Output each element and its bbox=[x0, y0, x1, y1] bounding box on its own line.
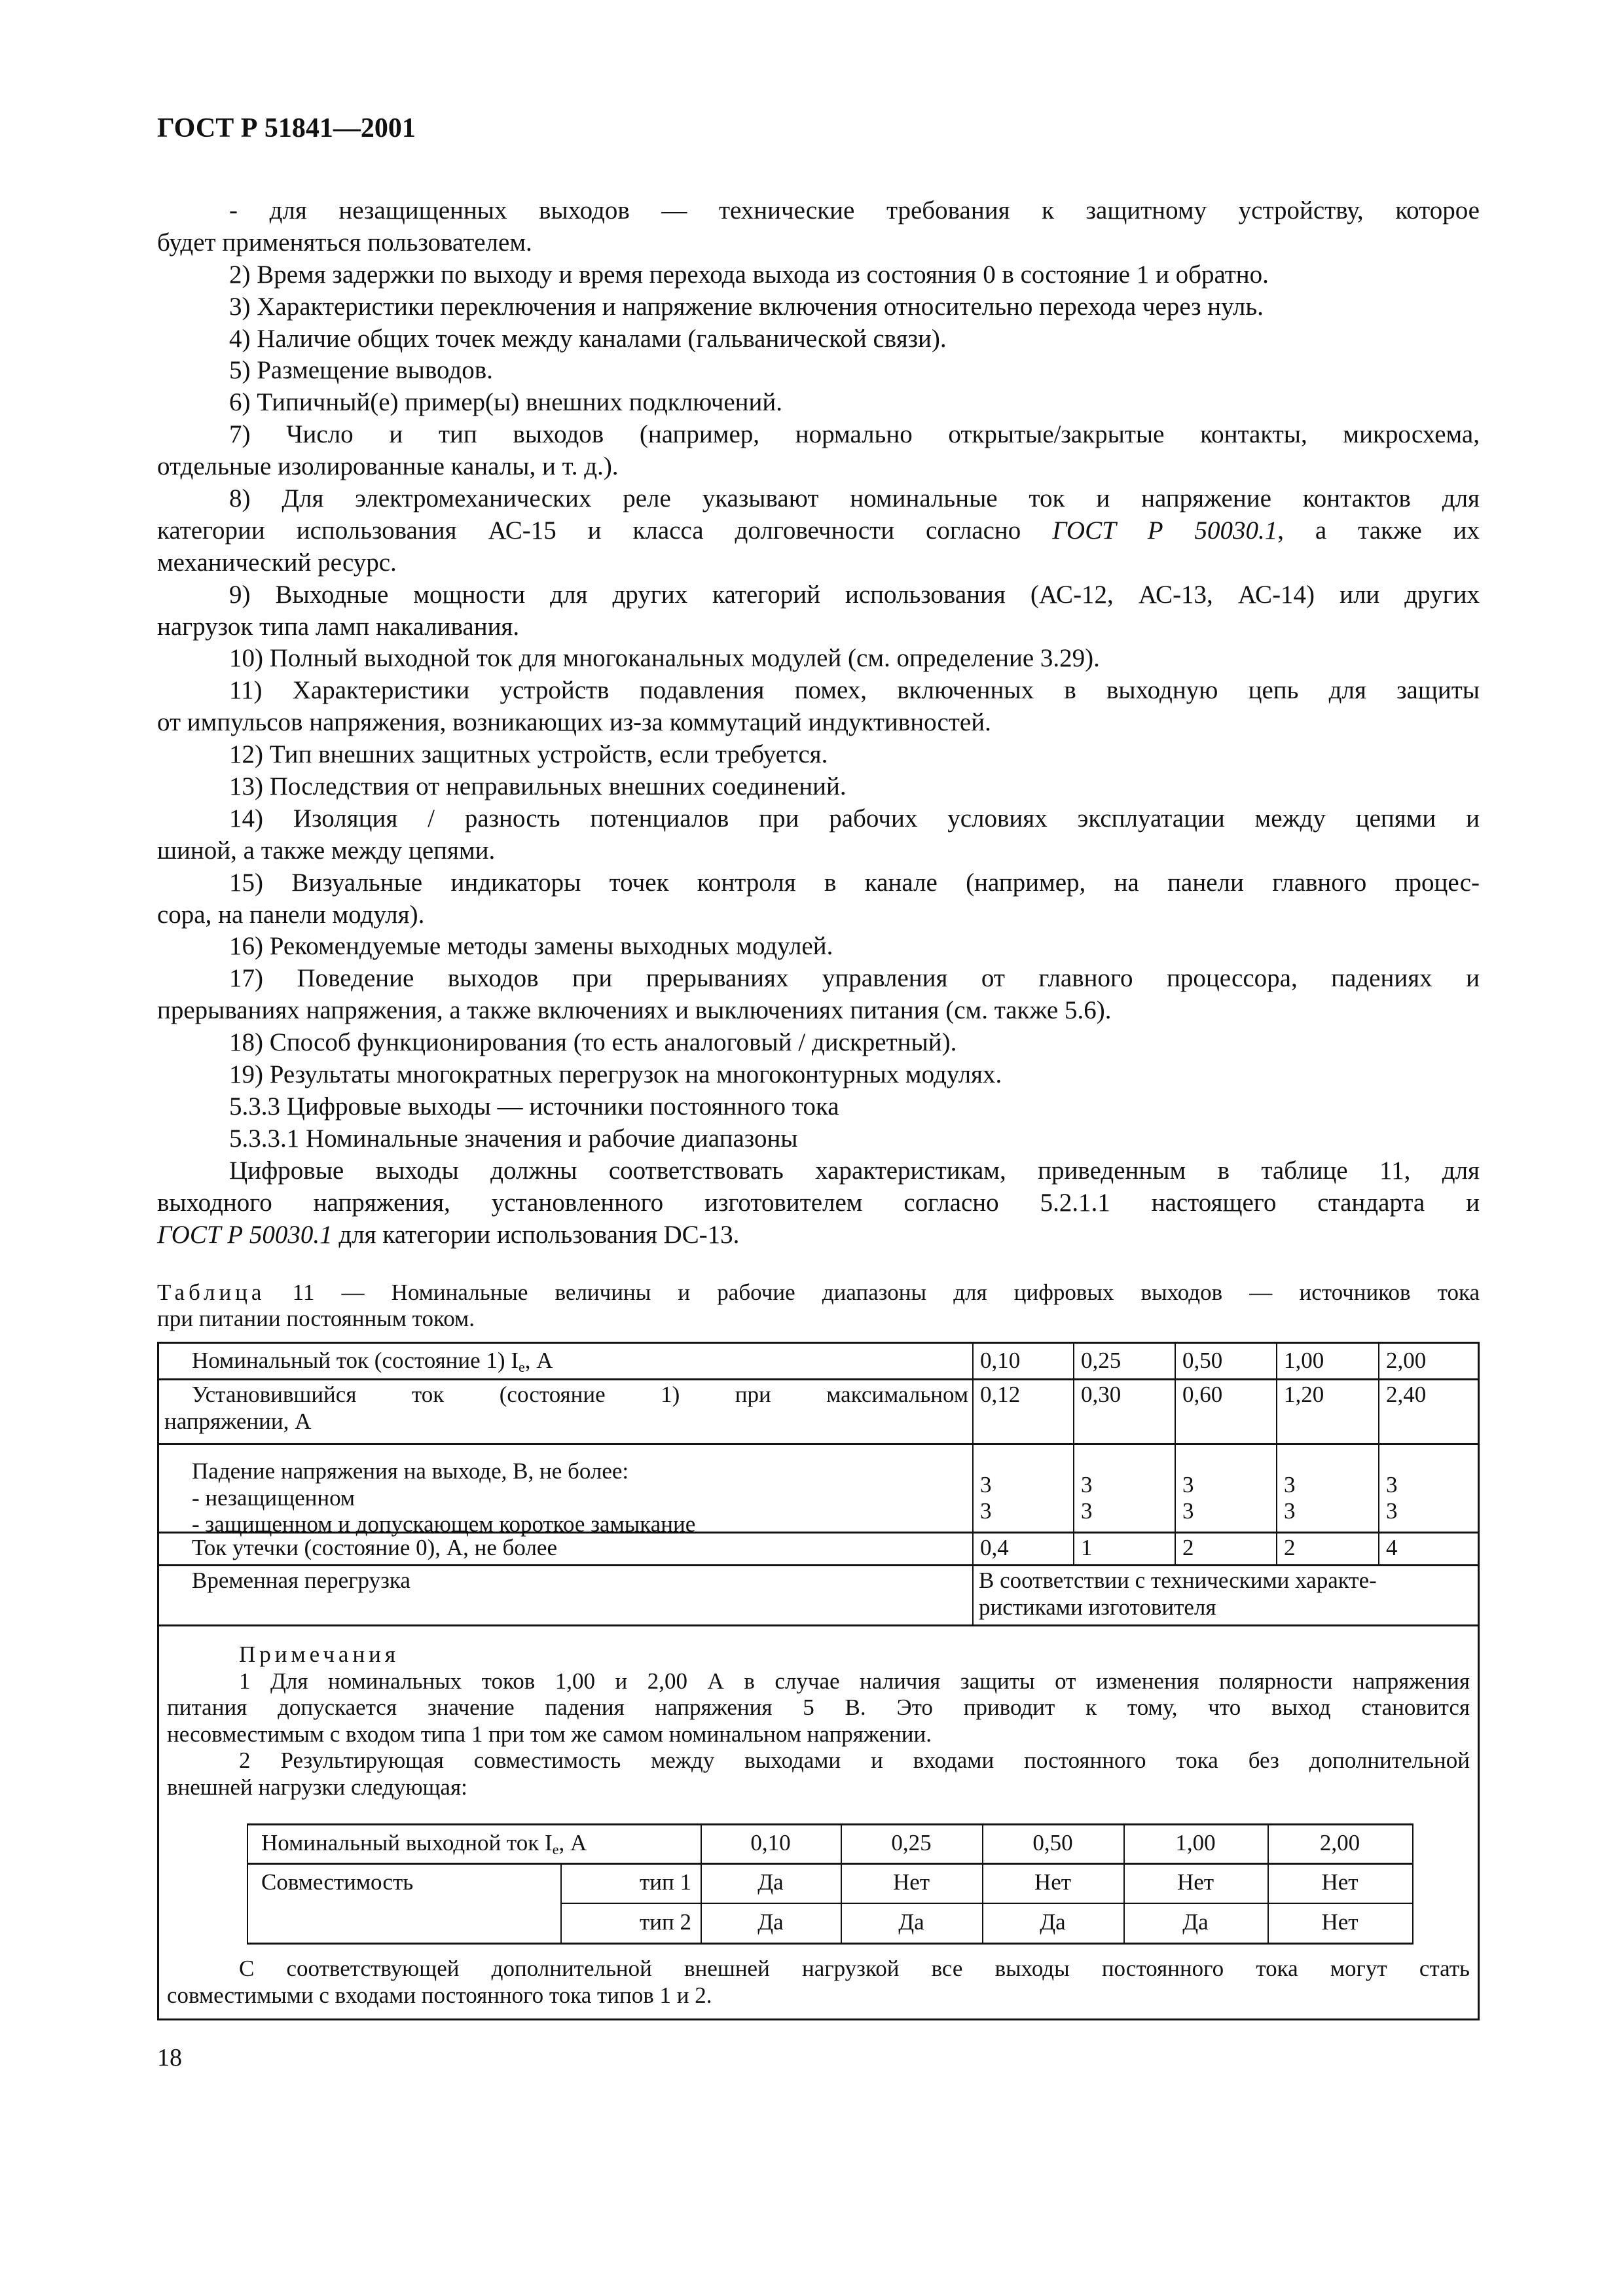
row-label-steady-current bbox=[164, 1382, 968, 1435]
compatibility-table bbox=[247, 1823, 1413, 1944]
leakage-current-value: 4 bbox=[1386, 1535, 1398, 1560]
label-line: - незащищенном bbox=[192, 1484, 356, 1511]
caption-line-1 bbox=[157, 1280, 1480, 1306]
text-line: будет применяться пользователем. bbox=[157, 228, 532, 257]
caption-text: 11 — Номинальные величины и рабочие диапазоны для цифровых выходов — источников тока bbox=[265, 1280, 1480, 1305]
text-line: 16) Рекомендуемые методы замены выходных модулей. bbox=[229, 932, 833, 961]
text-line: отдельные изолированные каналы, и т. д.). bbox=[157, 452, 619, 481]
leakage-current-value: 0,4 bbox=[980, 1535, 1009, 1560]
text-line: шиной, а также между цепями. bbox=[157, 836, 496, 865]
text-line: 2) Время задержки по выходу и время перехода выхода из состояния 0 в состояние 1 и обратно. bbox=[229, 260, 1269, 289]
row-divider bbox=[247, 1943, 1413, 1945]
text-line: Цифровые выходы должны соответствовать характеристикам, приведенным в таблице 11, для bbox=[229, 1156, 1480, 1185]
text-line: 4) Наличие общих точек между каналами (гальванической связи). bbox=[229, 324, 947, 353]
text-line: 14) Изоляция / разность потенциалов при рабочих условиях эксплуатации между цепями и bbox=[229, 804, 1480, 833]
value-line: ристиками изготовителя bbox=[979, 1594, 1216, 1620]
voltage-drop-unprotected-value: 3 bbox=[1182, 1472, 1194, 1498]
text-segment: , а также их bbox=[1277, 516, 1480, 545]
voltage-drop-protected-value: 3 bbox=[1081, 1498, 1093, 1524]
text-line: 7) Число и тип выходов (например, нормально открытые/закрытые контакты, микросхема, bbox=[229, 420, 1480, 449]
text-line: нагрузок типа ламп накаливания. bbox=[157, 612, 520, 641]
row-divider bbox=[159, 1443, 1478, 1445]
label-line: Установившийся ток (состояние 1) при максимальном bbox=[192, 1382, 968, 1407]
temporary-overload-value bbox=[979, 1568, 1476, 1621]
voltage-drop-protected-value: 3 bbox=[1182, 1498, 1194, 1524]
steady-current-value: 0,12 bbox=[980, 1382, 1021, 1407]
text-segment: для категории использования DC-13. bbox=[332, 1220, 740, 1249]
label-text: Номинальный ток (состояние 1) I bbox=[192, 1348, 519, 1373]
type2-label: тип 2 bbox=[639, 1909, 691, 1935]
voltage-drop-protected-value: 3 bbox=[1386, 1498, 1398, 1524]
row-divider bbox=[560, 1903, 1413, 1904]
text-line: 3) Характеристики переключения и напряжение включения относительно перехода через нуль. bbox=[229, 292, 1264, 321]
label-text: Номинальный выходной ток I bbox=[261, 1830, 553, 1856]
text-line: 5.3.3.1 Номинальные значения и рабочие диапазоны bbox=[229, 1124, 798, 1153]
text-line bbox=[157, 1219, 1480, 1251]
label-tail: , А bbox=[558, 1830, 587, 1856]
compat-type2-value: Да bbox=[898, 1909, 924, 1935]
row-label-nominal-current bbox=[192, 1348, 553, 1381]
compat-current-value: 0,10 bbox=[750, 1830, 791, 1856]
text-line: сора, на панели модуля). bbox=[157, 900, 425, 929]
note-line: 2 Результирующая совместимость между выходами и входами постоянного тока без дополнительной bbox=[239, 1748, 1470, 1773]
text-line: 19) Результаты многократных перегрузок на многоконтурных модулях. bbox=[229, 1060, 1002, 1089]
col-divider bbox=[1175, 1344, 1176, 1564]
label-line: - защищенном и допускающем короткое замыкание bbox=[192, 1511, 696, 1537]
compat-type1-value: Нет bbox=[892, 1869, 930, 1895]
nominal-current-value: 2,00 bbox=[1386, 1348, 1427, 1373]
compat-type1-value: Нет bbox=[1034, 1869, 1072, 1895]
text-line: 10) Полный выходной ток для многоканальных модулей (см. определение 3.29). bbox=[229, 644, 1100, 673]
note-line: С соответствующей дополнительной внешней нагрузкой все выходы постоянного тока могут стать bbox=[239, 1956, 1470, 1981]
note-line: питания допускается значение падения напряжения 5 В. Это приводит к тому, что выход становится bbox=[167, 1695, 1470, 1720]
col-divider bbox=[1276, 1344, 1277, 1564]
nominal-current-value: 0,10 bbox=[980, 1348, 1021, 1373]
note-line: несовместимым с входом типа 1 при том же самом номинальном напряжении. bbox=[167, 1721, 932, 1747]
table-notes bbox=[167, 1641, 1470, 1801]
text-line: 18) Способ функционирования (то есть аналоговый / дискретный). bbox=[229, 1028, 957, 1057]
row-label-leakage-current: Ток утечки (состояние 0), А, не более bbox=[192, 1535, 557, 1560]
text-line: 15) Визуальные индикаторы точек контроля в канале (например, на панели главного процес- bbox=[229, 868, 1480, 897]
label-line: напряжении, А bbox=[164, 1408, 312, 1434]
text-line: 9) Выходные мощности для других категорий использования (АС-12, АС-13, АС-14) или других bbox=[229, 580, 1480, 609]
label-tail: , А bbox=[524, 1348, 553, 1373]
row-divider bbox=[159, 1624, 1478, 1626]
standard-reference: ГОСТ Р 50030.1 bbox=[1052, 516, 1278, 545]
col-divider bbox=[1073, 1344, 1074, 1564]
steady-current-value: 2,40 bbox=[1386, 1382, 1427, 1407]
voltage-drop-unprotected-value: 3 bbox=[1081, 1472, 1093, 1498]
voltage-drop-protected-value: 3 bbox=[980, 1498, 992, 1524]
voltage-drop-unprotected-value: 3 bbox=[1284, 1472, 1296, 1498]
voltage-drop-unprotected-value: 3 bbox=[1386, 1472, 1398, 1498]
text-line: 6) Типичный(е) пример(ы) внешних подключений. bbox=[229, 388, 783, 417]
text-line: механический ресурс. bbox=[157, 548, 397, 577]
steady-current-value: 1,20 bbox=[1284, 1382, 1324, 1407]
text-line: выходного напряжения, установленного изготовителем согласно 5.2.1.1 настоящего стандарта и bbox=[157, 1188, 1480, 1217]
body-text bbox=[157, 195, 1480, 1251]
closing-note bbox=[167, 1956, 1470, 2009]
leakage-current-value: 2 bbox=[1182, 1535, 1194, 1560]
compat-header-label bbox=[261, 1830, 587, 1863]
col-divider bbox=[1378, 1344, 1379, 1564]
compat-current-value: 0,50 bbox=[1032, 1830, 1073, 1856]
row-label-voltage-drop bbox=[192, 1458, 695, 1538]
row-label-temporary-overload: Временная перегрузка bbox=[192, 1568, 410, 1593]
leakage-current-value: 1 bbox=[1081, 1535, 1093, 1560]
nominal-current-value: 1,00 bbox=[1284, 1348, 1324, 1373]
col-divider bbox=[972, 1344, 974, 1624]
compat-current-value: 1,00 bbox=[1175, 1830, 1216, 1856]
text-line: прерываниях напряжения, а также включениях и выключениях питания (см. также 5.6). bbox=[157, 996, 1112, 1025]
compat-type1-value: Нет bbox=[1321, 1869, 1359, 1895]
compat-current-value: 0,25 bbox=[891, 1830, 932, 1856]
notes-title: Примечания bbox=[239, 1641, 400, 1667]
compat-row-label: Совместимость bbox=[261, 1869, 414, 1895]
voltage-drop-unprotected-value: 3 bbox=[980, 1472, 992, 1498]
text-line: 17) Поведение выходов при прерываниях управления от главного процессора, падениях и bbox=[229, 964, 1480, 993]
note-line: 1 Для номинальных токов 1,00 и 2,00 А в случае наличия защиты от изменения полярности напряжения bbox=[239, 1668, 1470, 1694]
page-number: 18 bbox=[157, 2044, 182, 2072]
voltage-drop-protected-value: 3 bbox=[1284, 1498, 1296, 1524]
steady-current-value: 0,30 bbox=[1081, 1382, 1122, 1407]
text-line: от импульсов напряжения, возникающих из-за коммутаций индуктивностей. bbox=[157, 708, 991, 737]
text-segment: категории использования АС-15 и класса долговечности согласно bbox=[157, 516, 1053, 545]
standard-reference: ГОСТ Р 50030.1 bbox=[157, 1220, 333, 1249]
compat-type2-value: Да bbox=[1040, 1909, 1066, 1935]
col-divider bbox=[247, 1823, 248, 1944]
type1-label: тип 1 bbox=[639, 1869, 691, 1895]
subscript: e bbox=[552, 1841, 559, 1857]
text-line bbox=[157, 515, 1480, 547]
text-line: 5.3.3 Цифровые выходы — источники постоянного тока bbox=[229, 1092, 839, 1121]
col-divider bbox=[1412, 1823, 1413, 1944]
note-line: внешней нагрузки следующая: bbox=[167, 1774, 467, 1800]
steady-current-value: 0,60 bbox=[1182, 1382, 1223, 1407]
label-line: Падение напряжения на выходе, В, не более: bbox=[192, 1458, 629, 1484]
text-line: 8) Для электромеханических реле указывают номинальные ток и напряжение контактов для bbox=[229, 484, 1480, 513]
text-line: - для незащищенных выходов — технические требования к защитному устройству, которое bbox=[229, 196, 1480, 224]
text-line: 5) Размещение выводов. bbox=[229, 356, 493, 385]
caption-label: Таблица bbox=[157, 1280, 266, 1305]
table-11 bbox=[157, 1342, 1480, 2020]
compat-current-value: 2,00 bbox=[1319, 1830, 1360, 1856]
compat-type2-value: Да bbox=[1182, 1909, 1209, 1935]
value-line: В соответствии с техническими характе- bbox=[979, 1568, 1377, 1593]
text-line: 13) Последствия от неправильных внешних соединений. bbox=[229, 772, 847, 801]
nominal-current-value: 0,25 bbox=[1081, 1348, 1122, 1373]
table-caption bbox=[157, 1280, 1480, 1332]
row-divider bbox=[159, 1564, 1478, 1566]
nominal-current-value: 0,50 bbox=[1182, 1348, 1223, 1373]
compat-type1-value: Нет bbox=[1176, 1869, 1214, 1895]
text-line: 12) Тип внешних защитных устройств, если требуется. bbox=[229, 740, 828, 769]
note-line: совместимыми с входами постоянного тока типов 1 и 2. bbox=[167, 1982, 712, 2008]
compat-type2-value: Да bbox=[757, 1909, 784, 1935]
compat-type2-value: Нет bbox=[1321, 1909, 1359, 1935]
text-line: 11) Характеристики устройств подавления помех, включенных в выходную цепь для защиты bbox=[229, 676, 1480, 705]
compat-type1-value: Да bbox=[757, 1869, 784, 1895]
document-header: ГОСТ Р 51841—2001 bbox=[157, 113, 416, 143]
row-divider bbox=[247, 1823, 1413, 1825]
subscript: e bbox=[518, 1359, 525, 1375]
leakage-current-value: 2 bbox=[1284, 1535, 1296, 1560]
caption-line-2: при питании постоянным током. bbox=[157, 1306, 475, 1331]
